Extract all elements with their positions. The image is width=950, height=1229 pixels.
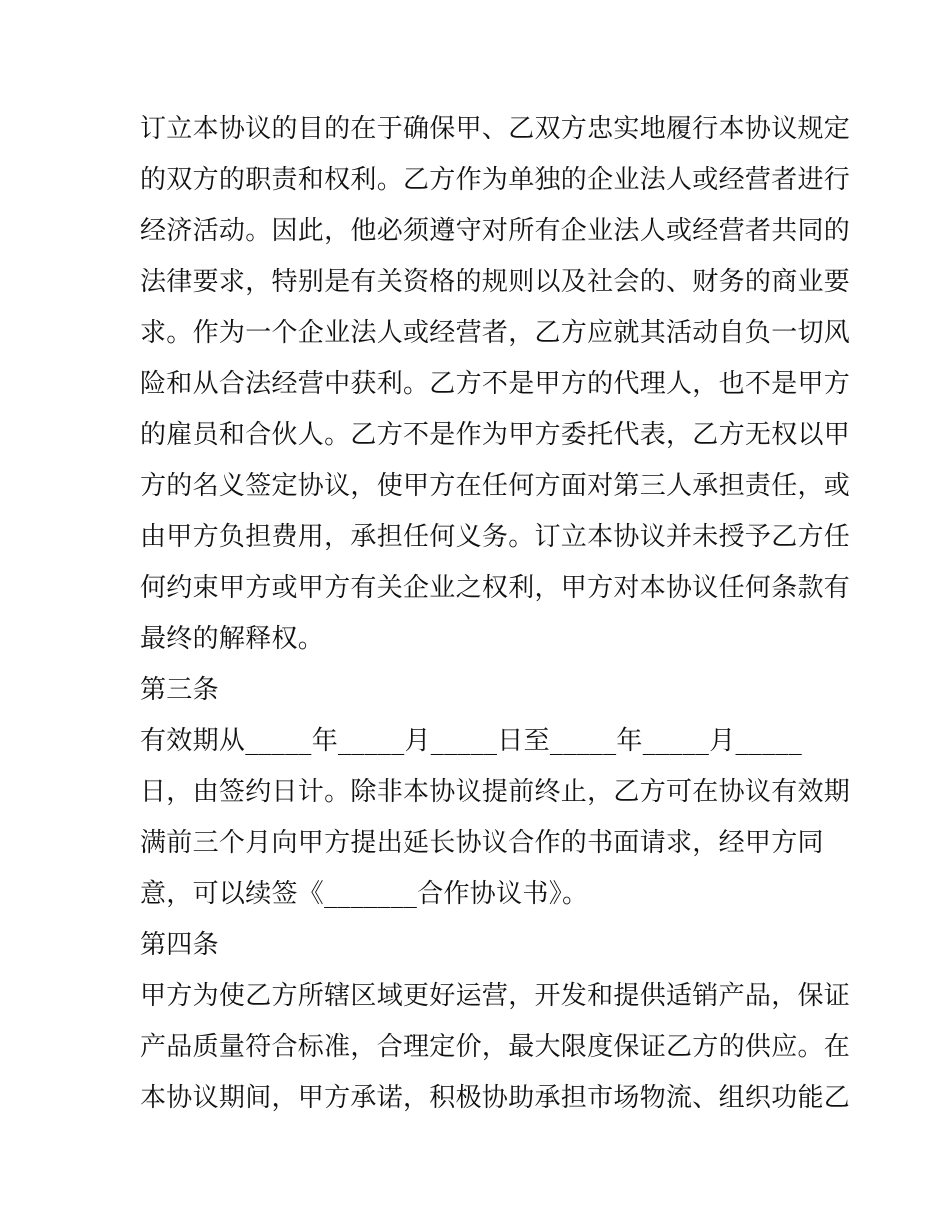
text-line: 由甲方负担费用，承担任何义务。订立本协议并未授予乙方任 <box>140 522 851 552</box>
document-body <box>140 104 851 1124</box>
article-heading: 第三条 <box>140 675 219 705</box>
text-line: 最终的解释权。 <box>140 624 325 654</box>
text-line: 求。作为一个企业法人或经营者，乙方应就其活动自负一切风 <box>140 318 851 348</box>
article-heading: 第四条 <box>140 930 219 960</box>
text-line: 日，由签约日计。除非本协议提前终止，乙方可在协议有效期 <box>140 777 851 807</box>
text-line: 订立本协议的目的在于确保甲、乙双方忠实地履行本协议规定 <box>140 114 851 144</box>
text-line: 的雇员和合伙人。乙方不是作为甲方委托代表，乙方无权以甲 <box>140 420 851 450</box>
text-line: 何约束甲方或甲方有关企业之权利，甲方对本协议任何条款有 <box>140 573 851 603</box>
text-line: 满前三个月向甲方提出延长协议合作的书面请求，经甲方同 <box>140 828 824 858</box>
text-line: 方的名义签定协议，使甲方在任何方面对第三人承担责任，或 <box>140 471 851 501</box>
text-line: 有效期从_____年_____月_____日至_____年_____月_____ <box>140 726 802 756</box>
text-line: 法律要求，特别是有关资格的规则以及社会的、财务的商业要 <box>140 267 851 297</box>
text-line: 险和从合法经营中获利。乙方不是甲方的代理人，也不是甲方 <box>140 369 851 399</box>
text-line: 甲方为使乙方所辖区域更好运营，开发和提供适销产品，保证 <box>140 981 851 1011</box>
text-line: 的双方的职责和权利。乙方作为单独的企业法人或经营者进行 <box>140 165 851 195</box>
text-line: 经济活动。因此，他必须遵守对所有企业法人或经营者共同的 <box>140 216 851 246</box>
text-line: 本协议期间，甲方承诺，积极协助承担市场物流、组织功能乙 <box>140 1083 851 1113</box>
text-line: 产品质量符合标准，合理定价，最大限度保证乙方的供应。在 <box>140 1032 851 1062</box>
text-line: 意，可以续签《_______合作协议书》。 <box>140 879 589 909</box>
